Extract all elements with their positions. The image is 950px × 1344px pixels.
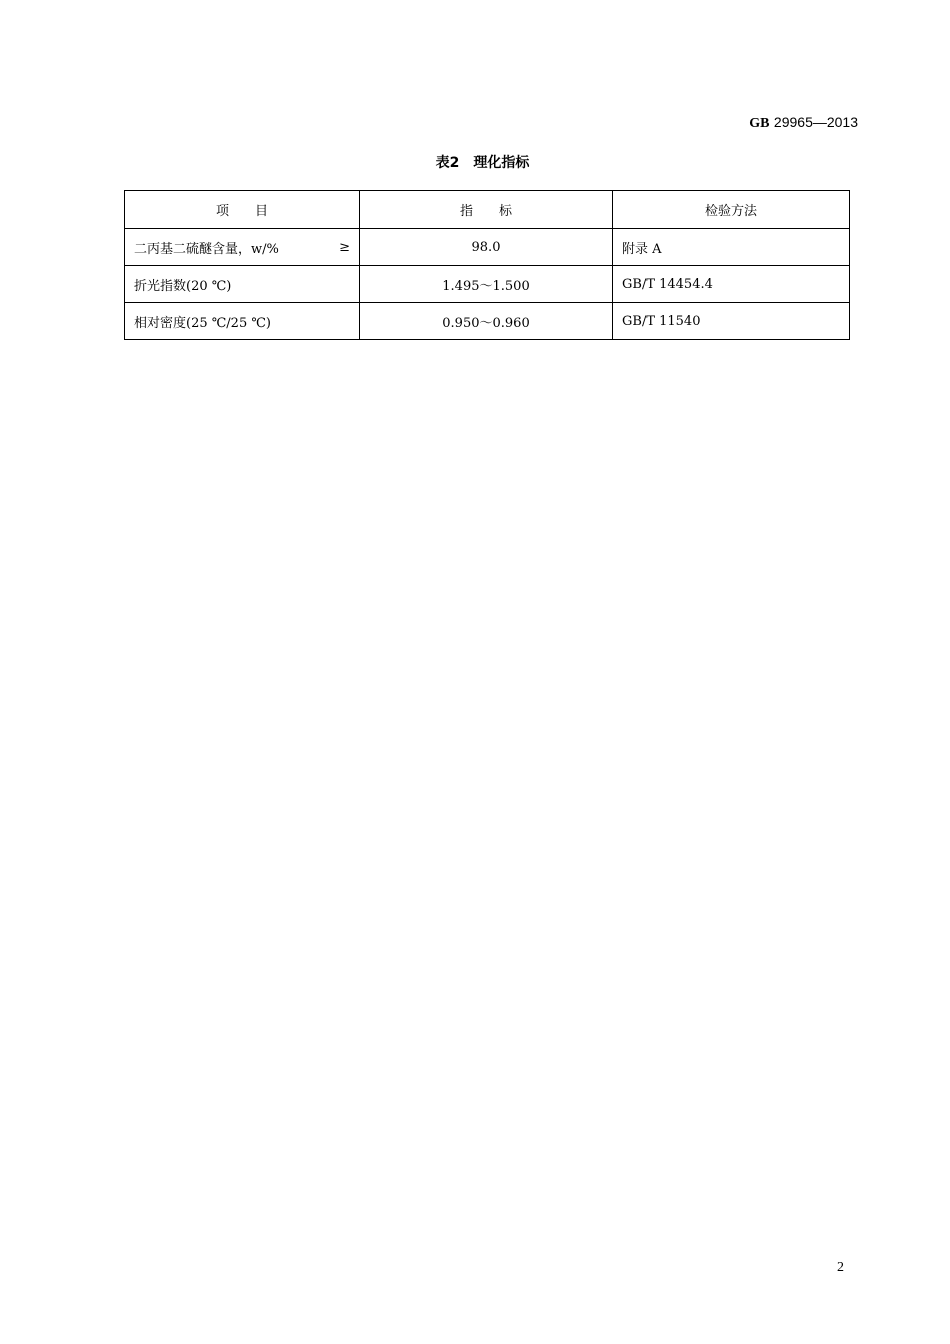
method-cell: GB/T 11540 <box>613 303 850 340</box>
item-label: 相对密度(25 ℃/25 ℃) <box>134 315 271 331</box>
method-cell: GB/T 14454.4 <box>613 266 850 303</box>
standard-prefix: GB <box>749 116 770 131</box>
value-cell: 98.0 <box>360 229 613 266</box>
physicochemical-table <box>124 190 850 340</box>
item-cell <box>125 266 360 303</box>
column-header-value: 指 标 <box>360 191 613 229</box>
item-label: 折光指数(20 ℃) <box>134 278 232 294</box>
value-cell: 1.495～1.500 <box>360 266 613 303</box>
value-cell: 0.950～0.960 <box>360 303 613 340</box>
page-number: 2 <box>837 1260 844 1275</box>
column-header-item: 项 目 <box>125 191 360 229</box>
method-cell: 附录 A <box>613 229 850 266</box>
item-label: 二丙基二硫醚含量，w/% <box>134 241 279 257</box>
standard-number: 29965—2013 <box>773 114 858 130</box>
table-title: 表2 理化指标 <box>435 155 530 171</box>
table-header-row <box>125 191 850 229</box>
standard-header <box>749 114 858 132</box>
table-row <box>125 229 850 266</box>
table-row <box>125 303 850 340</box>
item-cell <box>125 229 360 266</box>
item-comparator: ≥ <box>339 239 350 255</box>
column-header-method: 检验方法 <box>613 191 850 229</box>
item-cell <box>125 303 360 340</box>
table-row <box>125 266 850 303</box>
